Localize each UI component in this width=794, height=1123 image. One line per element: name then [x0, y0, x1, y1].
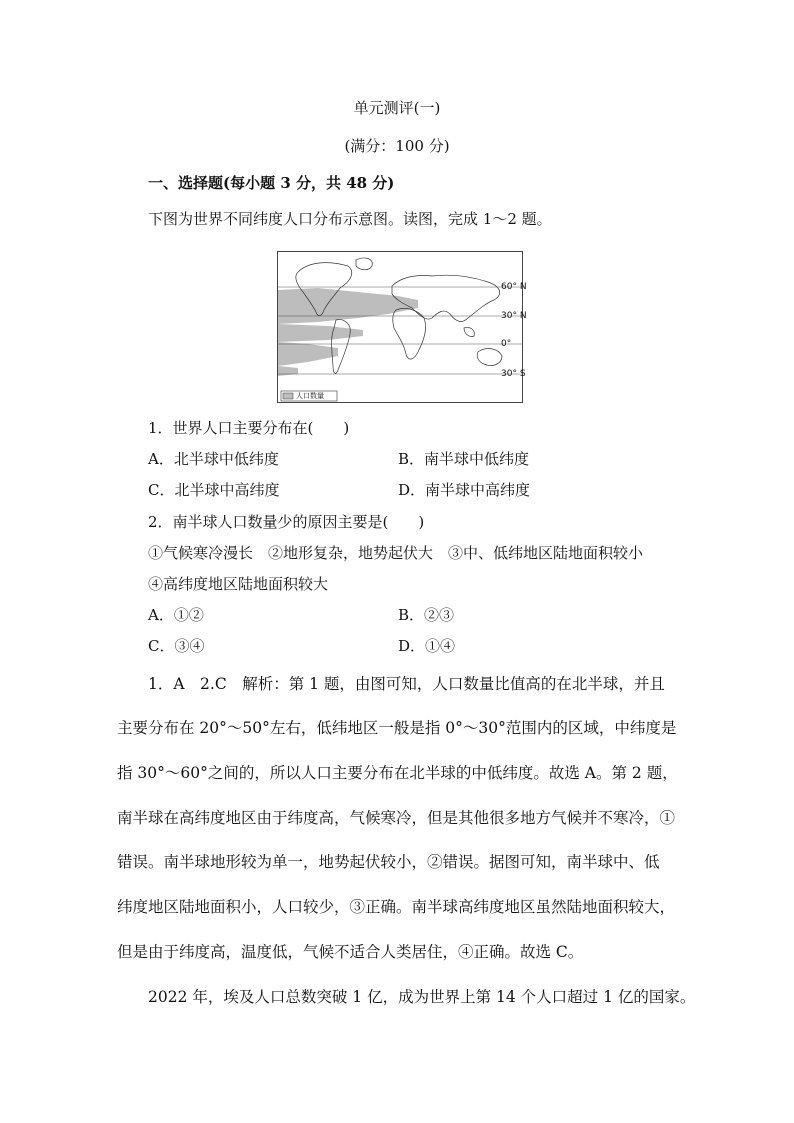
analysis-line: 但是由于纬度高，温度低，气候不适合人类居住，④正确。故选 C。: [117, 943, 584, 961]
q2-statements-line2: ④高纬度地区陆地面积较大: [148, 575, 329, 593]
q2-option-a: A．①②: [148, 606, 204, 624]
analysis-line: 错误。南半球地形较为单一，地势起伏较小，②错误。据图可知，南半球中、低: [117, 853, 660, 871]
q2-option-d: D．①④: [398, 637, 456, 655]
analysis-line: 南半球在高纬度地区由于纬度高，气候寒冷，但是其他很多地方气候并不寒冷，①: [117, 809, 676, 827]
legend-swatch: [283, 393, 293, 399]
q1-option-b: B．南半球中低纬度: [398, 450, 530, 468]
q2-stem: 2．南半球人口数量少的原因主要是( ): [148, 513, 425, 531]
legend-label: 人口数量: [296, 392, 324, 400]
next-paragraph: 2022 年，埃及人口总数突破 1 亿，成为世界上第 14 个人口超过 1 亿的国家。: [148, 988, 696, 1006]
q2-statements-line1: ①气候寒冷漫长 ②地形复杂，地势起伏大 ③中、低纬地区陆地面积较小: [148, 544, 644, 562]
population-shading: [278, 288, 418, 376]
lat-label-30n: 30° N: [501, 311, 527, 321]
population-distribution-map: [277, 251, 527, 403]
q1-stem: 1．世界人口主要分布在( ): [148, 419, 350, 437]
analysis-line: 纬度地区陆地面积小，人口较少，③正确。南半球高纬度地区虽然陆地面积较大，: [117, 898, 676, 916]
analysis-line: 主要分布在 20°～50°左右，低纬地区一般是指 0°～30°范围内的区域，中纬度是: [117, 719, 677, 737]
full-score: (满分：100 分): [344, 137, 450, 155]
lat-label-60n: 60° N: [501, 282, 527, 292]
q1-option-d: D．南半球中高纬度: [398, 481, 531, 499]
q1-option-c: C．北半球中高纬度: [148, 481, 280, 499]
analysis-line: 指 30°～60°之间的，所以人口主要分布在北半球的中低纬度。故选 A。第 2 题，: [117, 764, 678, 782]
page-title: 单元测评(一): [353, 99, 441, 117]
q1-option-a: A．北半球中低纬度: [148, 450, 279, 468]
map-graphic: [278, 252, 522, 402]
lat-label-30s: 30° S: [501, 369, 526, 379]
q2-option-c: C．③④: [148, 637, 205, 655]
lat-label-0: 0°: [501, 339, 512, 349]
section-heading: 一、选择题(每小题 3 分，共 48 分): [148, 174, 395, 192]
section-intro: 下图为世界不同纬度人口分布示意图。读图，完成 1～2 题。: [148, 210, 552, 228]
analysis-line: 1．A 2.C 解析：第 1 题，由图可知，人口数量比值高的在北半球，并且: [148, 675, 665, 693]
q2-option-b: B．②③: [398, 606, 455, 624]
